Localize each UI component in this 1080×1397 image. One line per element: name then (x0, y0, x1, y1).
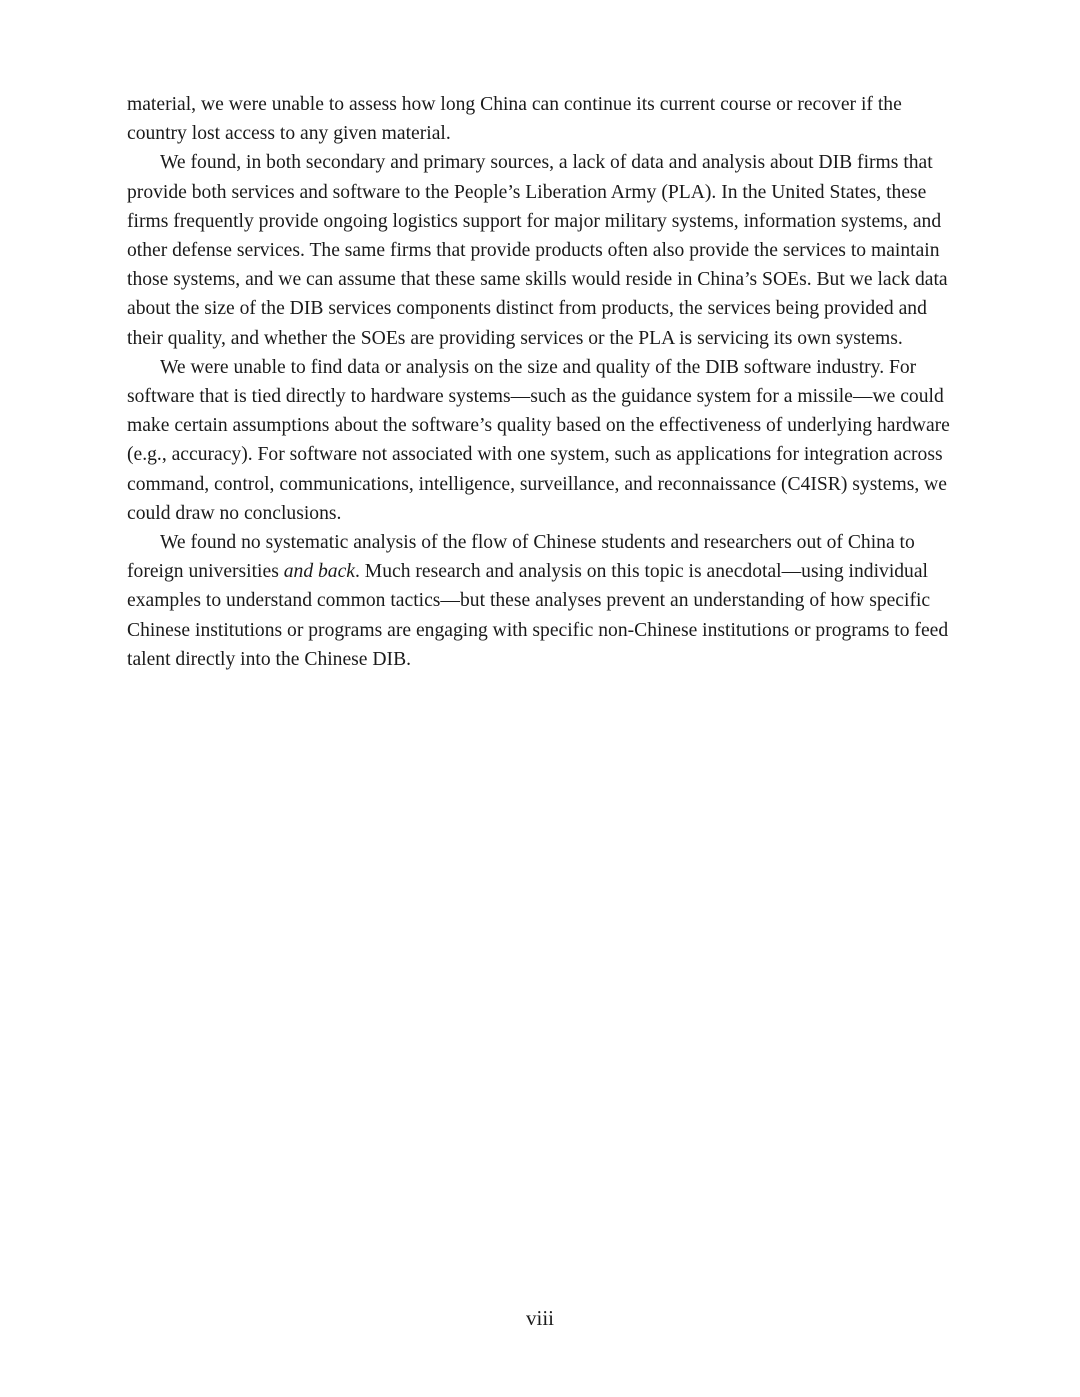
paragraph-student-flow-after: . Much research and analysis on this topic is anecdotal—using individual examples to understand common tactics—but these analyses prevent an understanding of how specific Chinese institutions or programs are engaging with specific non-Chinese institutions or programs to feed talent directly into the Chinese DIB. (127, 561, 949, 670)
page-number: viii (525, 1306, 554, 1330)
paragraph-software-industry: We were unable to find data or analysis on the size and quality of the DIB software industry. For software that is tied directly to hardware systems—such as the guidance system for a missile—we could make certain assumptions about the software’s quality based on the effectiveness of underlying hardware (e.g., accuracy). For software not associated with one system, such as applications for integration across command, control, communications, intelligence, surveillance, and reconnaissance (C4ISR) systems, we could draw no conclusions. (127, 356, 950, 524)
paragraph-student-flow-emphasis: and back (283, 561, 355, 583)
paragraph-student-flow (127, 528, 955, 674)
body-text (127, 90, 955, 674)
paragraph-services-software: We found, in both secondary and primary sources, a lack of data and analysis about DIB firms that provide both services and software to the People’s Liberation Army (PLA). In the United States, these firms frequently provide ongoing logistics support for major military systems, information systems, and other defense services. The same firms that provide products often also provide the services to maintain those systems, and we can assume that these same skills would reside in China’s SOEs. But we lack data about the size of the DIB services components distinct from products, the services being provided and their quality, and whether the SOEs are providing services or the PLA is servicing its own systems. (127, 152, 948, 349)
paragraph-continuation: material, we were unable to assess how long China can continue its current course or recover if the country lost access to any given material. (127, 94, 902, 145)
paragraph-student-flow-before: We found no systematic analysis of the flow of Chinese students and researchers out of China to foreign universities (127, 532, 915, 583)
